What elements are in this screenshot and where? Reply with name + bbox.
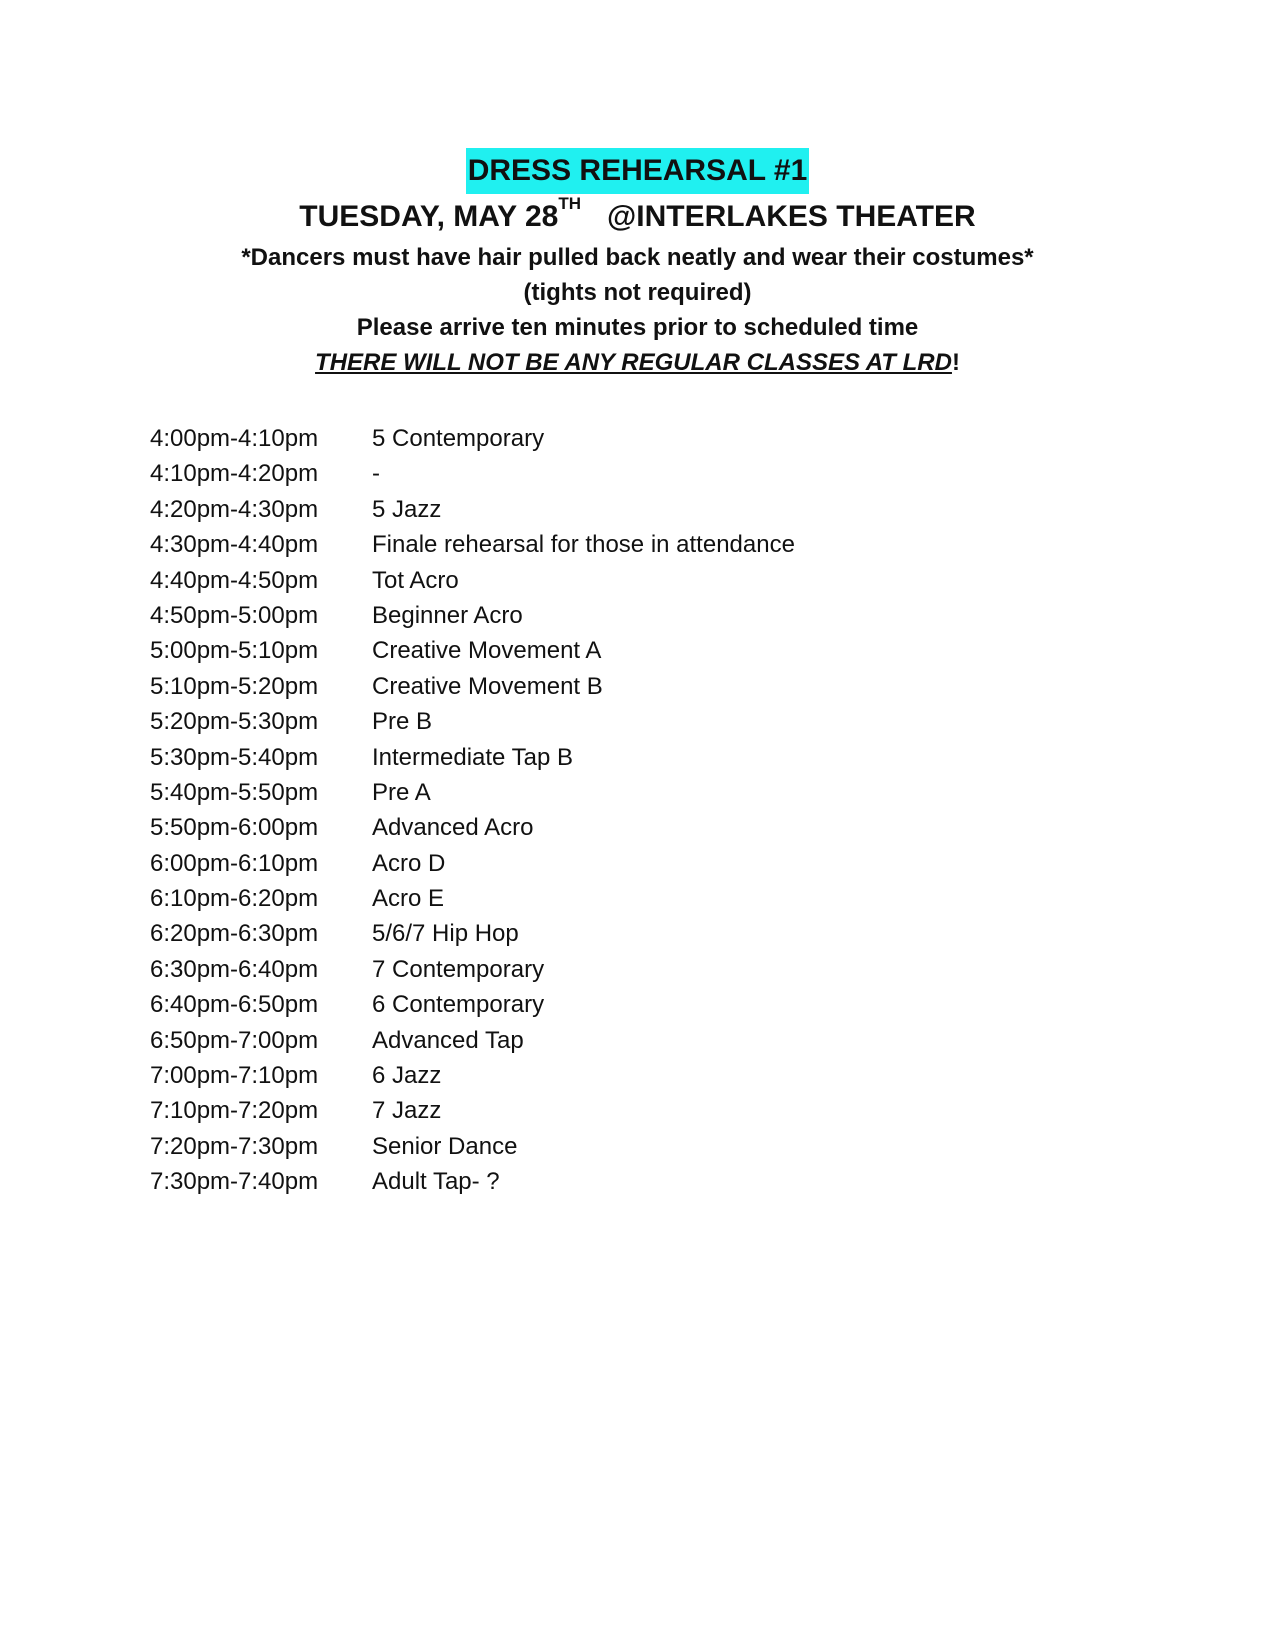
page-title: DRESS REHEARSAL #1: [466, 148, 810, 194]
no-classes-text: THERE WILL NOT BE ANY REGULAR CLASSES AT LRD: [315, 349, 952, 376]
class-name: Creative Movement A: [372, 637, 602, 665]
class-name: 5/6/7 Hip Hop: [372, 920, 519, 948]
schedule-row: [150, 492, 795, 527]
time-slot: 5:00pm-5:10pm: [150, 637, 319, 665]
title-line: [0, 148, 1275, 194]
class-name: Adult Tap- ?: [372, 1168, 500, 1196]
time-slot: 5:50pm-6:00pm: [150, 814, 319, 842]
time-slot: 7:00pm-7:10pm: [150, 1062, 319, 1090]
class-name: 5 Contemporary: [372, 425, 545, 452]
time-slot: 6:30pm-6:40pm: [150, 955, 319, 983]
time-slot: 6:50pm-7:00pm: [150, 1026, 319, 1054]
schedule-row: [150, 633, 795, 668]
schedule-row: [150, 846, 795, 881]
schedule-row: [150, 456, 795, 491]
arrival-note: Please arrive ten minutes prior to scheduled time: [356, 314, 919, 341]
schedule-row: [150, 1093, 795, 1128]
schedule-row: [150, 916, 795, 951]
class-name: Pre A: [372, 778, 431, 806]
schedule-row: [150, 704, 795, 739]
tights-note: (tights not required): [523, 279, 752, 306]
class-name: 6 Contemporary: [372, 991, 545, 1019]
date-venue-line: [0, 194, 1275, 240]
date-suffix: TH: [558, 194, 581, 213]
time-slot: 7:30pm-7:40pm: [150, 1168, 319, 1196]
class-name: Advanced Acro: [372, 814, 534, 842]
schedule-row: [150, 1164, 795, 1199]
time-slot: 7:20pm-7:30pm: [150, 1132, 319, 1160]
no-classes-notice: [0, 345, 1275, 380]
schedule-row: [150, 775, 795, 810]
class-name: 7 Contemporary: [372, 955, 545, 983]
schedule-row: [150, 952, 795, 987]
class-name: Tot Acro: [372, 566, 459, 594]
time-slot: 6:00pm-6:10pm: [150, 849, 319, 877]
time-slot: 6:10pm-6:20pm: [150, 885, 319, 913]
time-slot: 4:00pm-4:10pm: [150, 425, 319, 452]
time-slot: 4:10pm-4:20pm: [150, 460, 319, 488]
schedule-list: [150, 421, 795, 1200]
schedule-row: [150, 527, 795, 562]
time-slot: 5:30pm-5:40pm: [150, 743, 319, 771]
class-name: Acro E: [372, 885, 445, 913]
notice-exclamation: !: [951, 349, 960, 376]
class-name: -: [372, 460, 380, 488]
time-slot: 4:40pm-4:50pm: [150, 566, 319, 594]
time-slot: 7:10pm-7:20pm: [150, 1097, 319, 1125]
class-name: Intermediate Tap B: [372, 743, 574, 771]
class-name: 5 Jazz: [372, 495, 442, 523]
class-name: 6 Jazz: [372, 1062, 442, 1090]
schedule-row: [150, 740, 795, 775]
hair-note: *Dancers must have hair pulled back neatly and wear their costumes*: [241, 244, 1034, 271]
venue: @INTERLAKES THEATER: [606, 200, 976, 233]
time-slot: 6:20pm-6:30pm: [150, 920, 319, 948]
time-slot: 6:40pm-6:50pm: [150, 991, 319, 1019]
time-slot: 4:30pm-4:40pm: [150, 531, 319, 559]
time-slot: 4:50pm-5:00pm: [150, 601, 319, 629]
schedule-row: [150, 598, 795, 633]
schedule-row: [150, 1058, 795, 1093]
schedule-row: [150, 881, 795, 916]
class-name: Pre B: [372, 708, 433, 736]
schedule-row: [150, 421, 795, 456]
event-date: TUESDAY, MAY 28: [299, 200, 559, 233]
time-slot: 4:20pm-4:30pm: [150, 495, 319, 523]
schedule-row: [150, 669, 795, 704]
schedule-row: [150, 810, 795, 845]
header: [0, 148, 1275, 380]
time-slot: 5:40pm-5:50pm: [150, 778, 319, 806]
class-name: Creative Movement B: [372, 672, 603, 700]
schedule-row: [150, 1129, 795, 1164]
schedule-row: [150, 1023, 795, 1058]
time-slot: 5:20pm-5:30pm: [150, 708, 319, 736]
schedule-row: [150, 563, 795, 598]
schedule-row: [150, 987, 795, 1022]
class-name: Beginner Acro: [372, 601, 523, 629]
class-name: Advanced Tap: [372, 1026, 524, 1054]
class-name: Acro D: [372, 849, 446, 877]
class-name: Senior Dance: [372, 1132, 518, 1160]
time-slot: 5:10pm-5:20pm: [150, 672, 319, 700]
class-name: 7 Jazz: [372, 1097, 442, 1125]
class-name: Finale rehearsal for those in attendance: [372, 531, 795, 559]
